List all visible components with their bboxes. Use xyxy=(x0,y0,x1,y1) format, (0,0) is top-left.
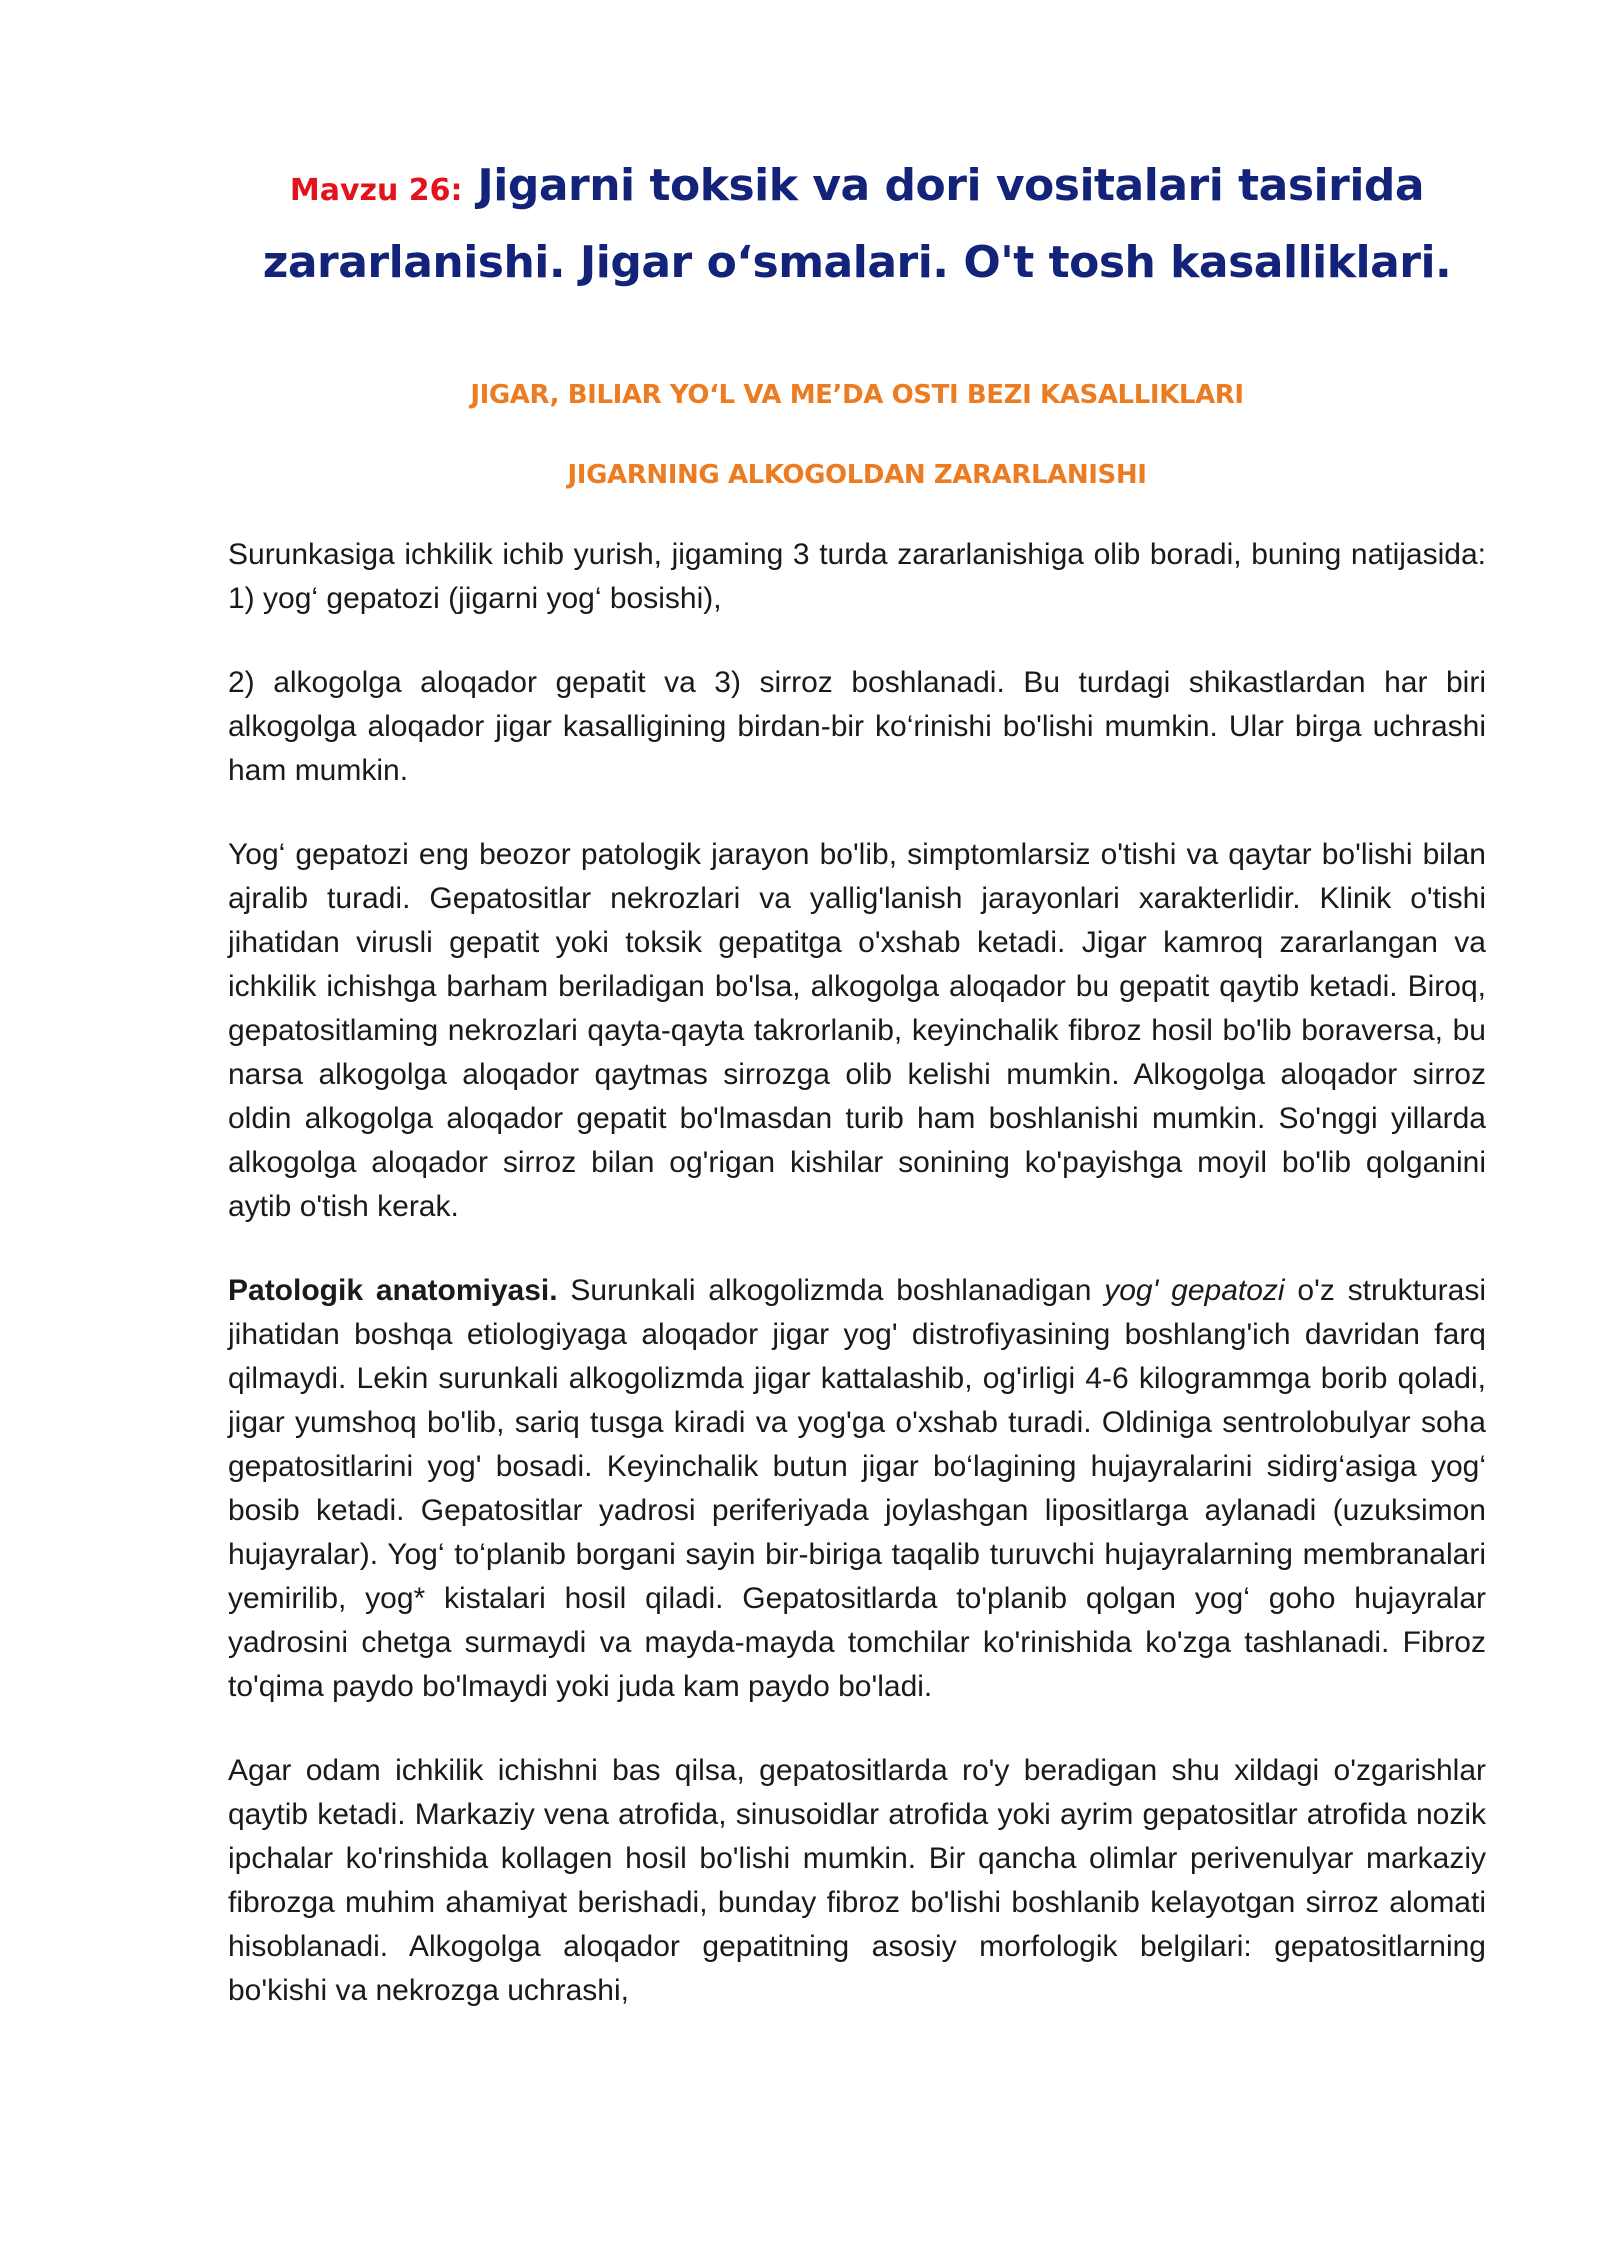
topic-title: Jigarni toksik va dori vositalari tasirida zararlanishi. Jigar o‘smalari. O't tosh kasalliklari. xyxy=(262,160,1452,288)
paragraph-5: Agar odam ichkilik ichishni bas qilsa, gepatositlarda ro'y beradigan shu xildagi o'zgarishlar qaytib ketadi. Markaziy vena atrofida, sinusoidlar atrofida yoki ayrim gepatositlar atrofida nozik ipchalar ko'rinshida kollagen hosil bo'lishi mumkin. Bir qancha olimlar perivenulyar markaziy fibrozga muhim ahamiyat berishadi, bunday fibroz bo'lishi boshlanib kelayotgan sirroz alomati hisoblanadi. Alkogolga aloqador gepatitning asosiy morfologik belgilari: gepatositlarning bo'kishi va nekrozga uchrashi, xyxy=(228,1754,1486,2007)
paragraph-1: Surunkasiga ichkilik ichib yurish, jigaming 3 turda zararlanishiga olib boradi, buning natijasida: 1) yog‘ gepatozi (jigarni yog‘ bosishi), xyxy=(228,538,1486,615)
document-body xyxy=(228,150,1486,2013)
pathology-label: Patologik anatomiyasi. xyxy=(228,1274,558,1307)
document-title xyxy=(228,150,1486,299)
fatty-hepatosis-term: yog' gepatozi xyxy=(1104,1274,1285,1307)
paragraph-3: Yog‘ gepatozi eng beozor patologik jarayon bo'lib, simptomlarsiz o'tishi va qaytar bo'lishi bilan ajralib turadi. Gepatositlar nekrozlari va yallig'lanish jarayonlari xarakterlidir. Klinik o'tishi jihatidan virusli gepatit yoki toksik gepatitga o'xshab ketadi. Jigar kamroq zararlangan va ichkilik ichishga barham beriladigan bo'lsa, alkogolga aloqador bu gepatit qaytib ketadi. Biroq, gepatositlaming nekrozlari qayta-qayta takrorlanib, keyinchalik fibroz hosil bo'lib boraversa, bu narsa alkogolga aloqador qaytmas sirrozga olib kelishi mumkin. Alkogolga aloqador sirroz oldin alkogolga aloqador gepatit bo'lmasdan turib ham boshlanishi mumkin. So'nggi yillarda alkogolga aloqador sirroz bilan og'rigan kishilar sonining ko'payishga moyil bo'lib qolganini aytib o'tish kerak. xyxy=(228,838,1486,1223)
paragraph-4 xyxy=(228,1269,1486,1709)
paragraph-4-body: o'z strukturasi jihatidan boshqa etiologiyaga aloqador jigar yog' distrofiyasining boshlang'ich davridan farq qilmaydi. Lekin surunkali alkogolizmda jigar kattalashib, og'irligi 4-6 kilogrammga borib qoladi, jigar yumshoq bo'lib, sariq tusga kiradi va yog'ga o'xshab turadi. Oldiniga sentrolobulyar soha gepatositlarini yog' bosadi. Keyinchalik butun jigar bo‘lagining hujayralarini sidirg‘asiga yog‘ bosib ketadi. Gepatositlar yadrosi periferiyada joylashgan lipositlarga aylanadi (uzuksimon hujayralar). Yog‘ to‘planib borgani sayin bir-biriga taqalib turuvchi hujayralarning membranalari yemirilib, yog* kistalari hosil qiladi. Gepatositlarda to'planib qolgan yog‘ goho hujayralar yadrosini chetga surmaydi va mayda-mayda tomchilar ko'rinishida ko'zga tashlanadi. Fibroz to'qima paydo bo'lmaydi yoki juda kam paydo bo'ladi. xyxy=(228,1274,1487,1703)
paragraph-2: 2) alkogolga aloqador gepatit va 3) sirroz boshlanadi. Bu turdagi shikastlardan har biri alkogolga aloqador jigar kasalligining birdan-bir ko‘rinishi bo'lishi mumkin. Ular birga uchrashi ham mumkin. xyxy=(228,666,1486,787)
section-heading: JIGAR, BILIAR YO‘L VA ME’DA OSTI BEZI KASALLIKLARI xyxy=(470,380,1244,410)
topic-number: Mavzu 26: xyxy=(289,173,463,208)
subsection-heading: JIGARNING ALKOGOLDAN ZARARLANISHI xyxy=(567,460,1147,490)
paragraph-4-intro: Surunkali alkogolizmda boshlanadigan xyxy=(557,1274,1105,1307)
